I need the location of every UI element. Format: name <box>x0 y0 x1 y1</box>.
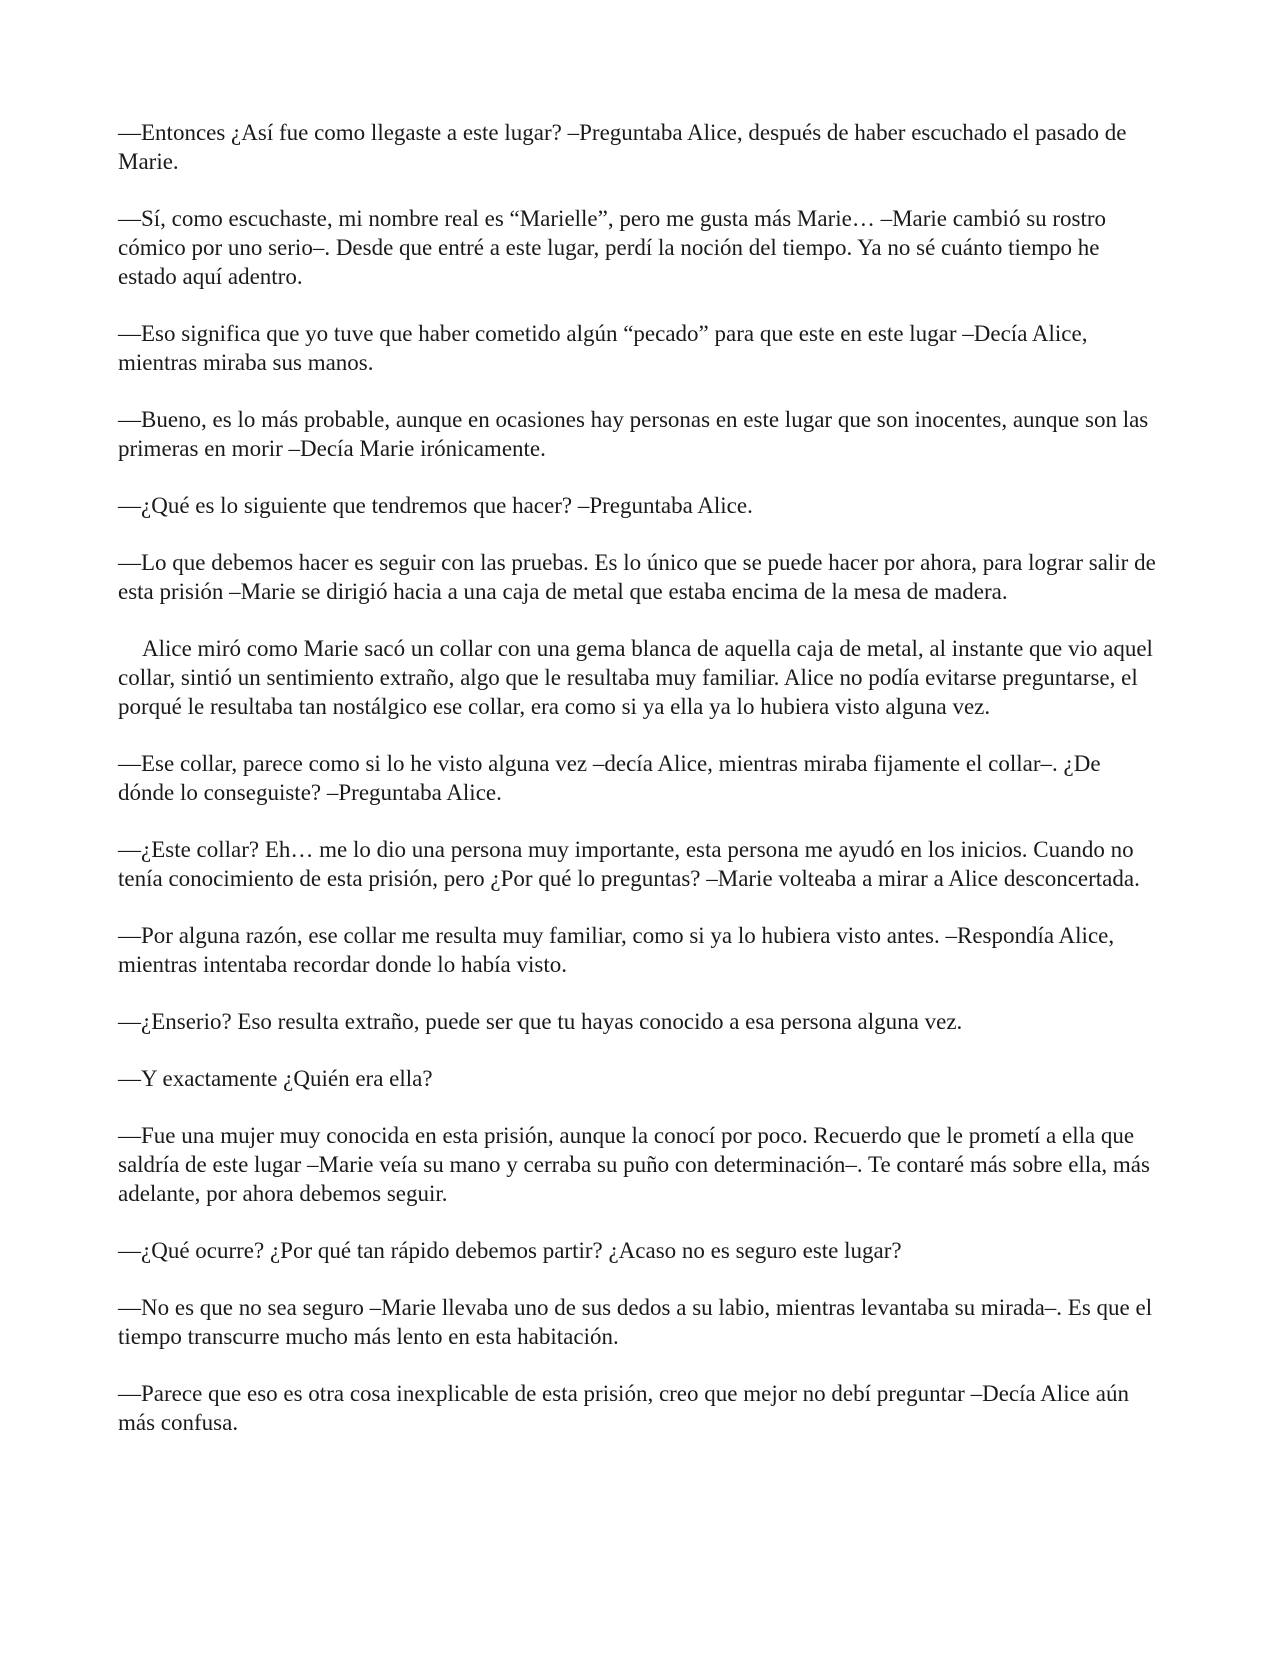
dialogue-paragraph: —Parece que eso es otra cosa inexplicable de esta prisión, creo que mejor no debí preguntar –Decía Alice aún más confusa. <box>118 1381 1129 1435</box>
dialogue-paragraph: —¿Enserio? Eso resulta extraño, puede ser que tu hayas conocido a esa persona alguna vez. <box>118 1009 963 1034</box>
dialogue-paragraph: —¿Qué ocurre? ¿Por qué tan rápido debemos partir? ¿Acaso no es seguro este lugar? <box>118 1238 902 1263</box>
dialogue-paragraph: —Entonces ¿Así fue como llegaste a este lugar? –Preguntaba Alice, después de haber escuchado el pasado de Marie. <box>118 120 1127 174</box>
dialogue-paragraph: —Y exactamente ¿Quién era ella? <box>118 1066 433 1091</box>
dialogue-paragraph: —Sí, como escuchaste, mi nombre real es “Marielle”, pero me gusta más Marie… –Marie cambió su rostro cómico por uno serio–. Desde que entré a este lugar, perdí la noción del tiempo. Ya no sé cuánto tiempo he estado aquí adentro. <box>118 206 1107 289</box>
dialogue-paragraph: —No es que no sea seguro –Marie llevaba uno de sus dedos a su labio, mientras levantaba su mirada–. Es que el tiempo transcurre mucho más lento en esta habitación. <box>118 1295 1153 1349</box>
dialogue-paragraph: —Fue una mujer muy conocida en esta prisión, aunque la conocí por poco. Recuerdo que le prometí a ella que saldría de este lugar –Marie veía su mano y cerraba su puño con determinación–. Te contaré más sobre ella, más adelante, por ahora debemos seguir. <box>118 1123 1150 1206</box>
dialogue-paragraph: —Ese collar, parece como si lo he visto alguna vez –decía Alice, mientras miraba fijamente el collar–. ¿De dónde lo conseguiste? –Preguntaba Alice. <box>118 751 1101 805</box>
document-page <box>118 118 1158 1465</box>
dialogue-paragraph: —Bueno, es lo más probable, aunque en ocasiones hay personas en este lugar que son inocentes, aunque son las primeras en morir –Decía Marie irónicamente. <box>118 407 1149 461</box>
dialogue-paragraph: —Lo que debemos hacer es seguir con las pruebas. Es lo único que se puede hacer por ahora, para lograr salir de esta prisión –Marie se dirigió hacia a una caja de metal que estaba encima de la mesa de madera. <box>118 550 1156 604</box>
dialogue-paragraph: —¿Este collar? Eh… me lo dio una persona muy importante, esta persona me ayudó en los inicios. Cuando no tenía conocimiento de esta prisión, pero ¿Por qué lo preguntas? –Marie volteaba a mirar a Alice desconcertada. <box>118 837 1140 891</box>
dialogue-paragraph: —Eso significa que yo tuve que haber cometido algún “pecado” para que este en este lugar –Decía Alice, mientras miraba sus manos. <box>118 321 1088 375</box>
dialogue-paragraph: —¿Qué es lo siguiente que tendremos que hacer? –Preguntaba Alice. <box>118 493 753 518</box>
narrative-paragraph: Alice miró como Marie sacó un collar con una gema blanca de aquella caja de metal, al instante que vio aquel collar, sintió un sentimiento extraño, algo que le resultaba muy familiar. Alice no podía evitarse preguntarse, el porqué le resultaba tan nostálgico ese collar, era como si ya ella ya lo hubiera visto alguna vez. <box>118 636 1153 719</box>
dialogue-paragraph: —Por alguna razón, ese collar me resulta muy familiar, como si ya lo hubiera visto antes. –Respondía Alice, mientras intentaba recordar donde lo había visto. <box>118 923 1115 977</box>
